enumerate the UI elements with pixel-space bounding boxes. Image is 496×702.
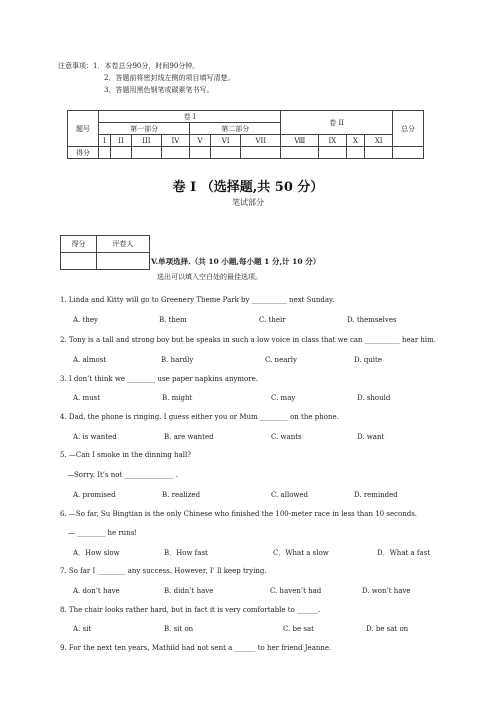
option[interactable]: A. promised <box>73 491 116 499</box>
option[interactable]: B. them <box>159 316 187 324</box>
volume1-header: 卷 I <box>99 111 281 123</box>
question-stem: 7. So far I ________ any success. However, I’ ll keep trying. <box>60 567 267 575</box>
option[interactable]: B. might <box>162 394 193 402</box>
score-cell[interactable] <box>241 147 281 159</box>
col-numeral: III <box>131 135 161 147</box>
score-cell[interactable] <box>319 147 347 159</box>
option[interactable]: C. nearly <box>265 356 297 364</box>
option[interactable]: B．How fast <box>164 549 208 557</box>
option[interactable]: C. wants <box>271 433 302 441</box>
option[interactable]: D．What a fast <box>377 549 431 557</box>
section-title: V.单项选择.（共 10 小题,每小题 1 分,计 10 分） <box>151 257 321 266</box>
section-instructions: 选出可以填入空白处的最佳选项。 <box>157 273 262 281</box>
notes-label: 注意事项： <box>58 62 93 70</box>
question-stem: 9. For the next ten years, Mathild had not sent a ______ to her friend Jeanne. <box>60 644 332 652</box>
grader-box <box>60 235 150 270</box>
option[interactable]: D. won’t have <box>362 587 411 595</box>
notes-item: 2．答题前将密封线左侧的项目填写清楚。 <box>104 74 235 82</box>
option[interactable]: C. be sat <box>283 625 314 633</box>
total-header: 总分 <box>393 111 424 147</box>
grader-name-label: 评卷人 <box>97 236 150 253</box>
score-cell[interactable] <box>161 147 189 159</box>
score-cell[interactable] <box>190 147 211 159</box>
question-stem: 5. —Can I smoke in the dinning hall? <box>60 451 191 459</box>
option[interactable]: A. must <box>73 394 101 402</box>
grader-score-label: 得分 <box>61 236 97 253</box>
option[interactable]: B. realized <box>162 491 201 499</box>
option[interactable]: C．What a slow <box>273 549 329 557</box>
score-cell[interactable] <box>281 147 319 159</box>
question-stem: 1. Linda and Kitty will go to Greenery Theme Park by __________ next Sunday. <box>60 296 335 304</box>
score-cell[interactable] <box>111 147 132 159</box>
col-numeral: Ⅷ <box>281 135 319 147</box>
col-numeral: XI <box>365 135 393 147</box>
option[interactable]: C. their <box>259 316 286 324</box>
question-stem: 4. Dad, the phone is ringing. I guess either you or Mum ________ on the phone. <box>60 413 339 421</box>
option[interactable]: D. themselves <box>347 316 397 324</box>
col-numeral: X <box>346 135 365 147</box>
part1-header: 第一部分 <box>99 123 190 135</box>
question-reply: —Sorry. It’s not ______________ . <box>67 471 179 479</box>
option[interactable]: A. is wanted <box>73 433 117 441</box>
option[interactable]: B. didn’t have <box>164 587 214 595</box>
option[interactable]: D. should <box>357 394 391 402</box>
option[interactable]: B. sit on <box>164 625 194 633</box>
option[interactable]: C. may <box>271 394 296 402</box>
score-cell[interactable] <box>365 147 393 159</box>
option[interactable]: A. almost <box>73 356 107 364</box>
col-numeral: V <box>190 135 211 147</box>
option[interactable]: A．How slow <box>73 549 120 557</box>
question-stem: 2. Tony is a tall and strong boy but he speaks in such a low voice in class that we can __________ hear him. <box>60 336 437 344</box>
option[interactable]: C. allowed <box>271 491 309 499</box>
volume-heading: 卷 I （选择题,共 50 分） <box>172 180 324 195</box>
option[interactable]: A. they <box>73 316 98 324</box>
section-subheading: 笔试部分 <box>232 198 264 207</box>
question-stem: 8. The chair looks rather hard, but in fact it is very comfortable to ______. <box>60 606 321 614</box>
exam-notes <box>58 60 234 96</box>
notes-item: 1．本卷总分90分，时间90分钟。 <box>93 62 200 70</box>
option[interactable]: D. quite <box>354 356 382 364</box>
option[interactable]: B. are wanted <box>164 433 214 441</box>
volume2-header: 卷 II <box>281 111 393 135</box>
option[interactable]: A. sit <box>73 625 92 633</box>
col-numeral: IX <box>319 135 347 147</box>
question-stem: 3. I don’t think we ________ use paper napkins anymore. <box>60 375 258 383</box>
col-numeral: I <box>99 135 111 147</box>
score-cell[interactable] <box>393 147 424 159</box>
question-stem: 6. —So far, Su Bingtian is the only Chinese who finished the 100-meter race in less than 10 seconds. <box>60 510 418 518</box>
option[interactable]: A. don’t have <box>73 587 120 595</box>
score-cell[interactable] <box>99 147 111 159</box>
score-label: 得分 <box>68 147 99 159</box>
option[interactable]: B. hardly <box>161 356 194 364</box>
grader-name-cell[interactable] <box>97 253 150 270</box>
question-reply: — ________ he runs! <box>68 529 138 537</box>
score-cell[interactable] <box>210 147 240 159</box>
col-numeral: VII <box>241 135 281 147</box>
grader-score-cell[interactable] <box>61 253 97 270</box>
score-table <box>67 110 424 159</box>
col-numeral: II <box>111 135 132 147</box>
notes-item: 3．答题用黑色钢笔或碳素笔书写。 <box>104 86 214 94</box>
score-cell[interactable] <box>131 147 161 159</box>
option[interactable]: D. be sat on <box>366 625 409 633</box>
col-numeral: VI <box>210 135 240 147</box>
option[interactable]: C. haven’t had <box>270 587 322 595</box>
question-label: 题号 <box>68 111 99 147</box>
option[interactable]: D. want <box>357 433 385 441</box>
part2-header: 第二部分 <box>190 123 281 135</box>
option[interactable]: D. reminded <box>354 491 398 499</box>
col-numeral: IV <box>161 135 189 147</box>
score-cell[interactable] <box>346 147 365 159</box>
